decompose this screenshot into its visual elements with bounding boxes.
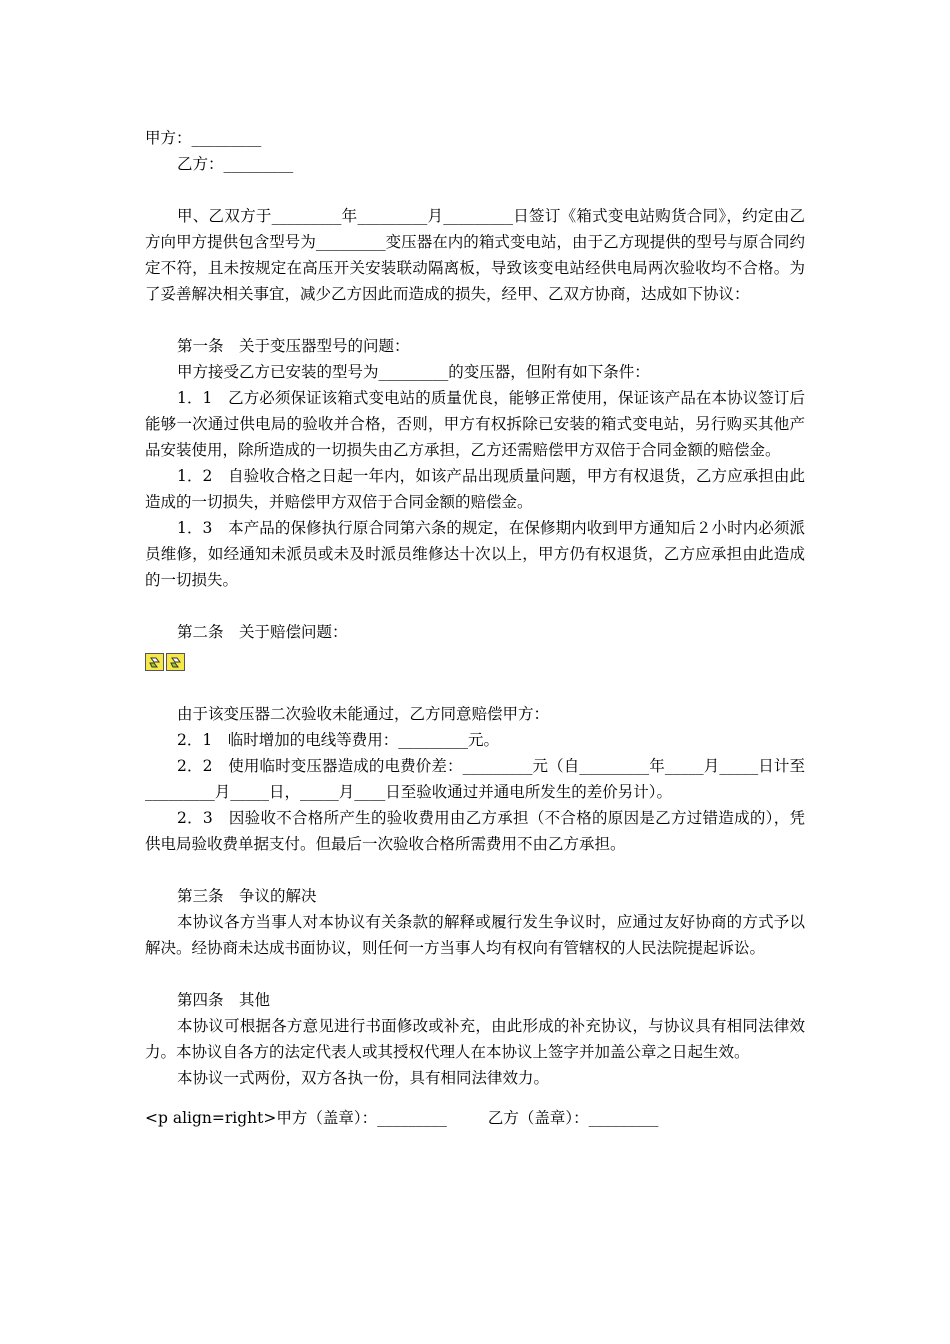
party-b-line: 乙方：_________ (177, 155, 294, 173)
article-2-item: 2．1 临时增加的电线等费用：_________元。 (177, 731, 499, 749)
article-3-body: 本协议各方当事人对本协议有关条款的解释或履行发生争议时，应通过友好协商的方式予以解决。经协商未达成书面协议，则任何一方当事人均有权向有管辖权的人民法院提起诉讼。 (145, 913, 805, 957)
article-1-item: 1．1 乙方必须保证该箱式变电站的质量优良，能够正常使用，保证该产品在本协议签订后能够一次通过供电局的验收并合格，否则，甲方有权拆除已安装的箱式变电站，另行购买其他产品安装使用，除所造成的一切损失由乙方承担，乙方还需赔偿甲方双倍于合同金额的赔偿金。 (145, 389, 805, 459)
article-2-lead: 由于该变压器二次验收未能通过，乙方同意赔偿甲方： (177, 705, 550, 723)
contract-document (145, 125, 805, 1131)
article-2-item: 2．3 因验收不合格所产生的验收费用由乙方承担（不合格的原因是乙方过错造成的），凭供电局验收费单据支付。但最后一次验收合格所需费用不由乙方承担。 (145, 809, 805, 853)
party-a-line: 甲方：_________ (145, 129, 262, 147)
article-1-title: 第一条 关于变压器型号的问题： (177, 337, 410, 355)
embedded-image-placeholders (145, 653, 805, 673)
signature-party-b: 乙方（盖章）：_________ (487, 1109, 659, 1127)
signature-line (145, 1105, 805, 1131)
article-3-title: 第三条 争议的解决 (177, 887, 317, 905)
article-1-item: 1．2 自验收合格之日起一年内，如该产品出现质量问题，甲方有权退货，乙方应承担由此造成的一切损失，并赔偿甲方双倍于合同金额的赔偿金。 (145, 467, 805, 511)
signature-party-a: <p align=right>甲方（盖章）：_________ (145, 1109, 447, 1127)
intro-paragraph: 甲、乙双方于_________年_________月_________日签订《箱式变电站购货合同》，约定由乙方向甲方提供包含型号为_________变压器在内的箱式变电站，由于乙方现提供的型号与原合同约定不符，且未按规定在高压开关安装联动隔离板，导致该变电站经供电局两次验收均不合格。为了妥善解决相关事宜，减少乙方因此而造成的损失，经甲、乙双方协商，达成如下协议： (145, 207, 805, 303)
article-2-item: 2．2 使用临时变压器造成的电费价差：_________元（自_________年_____月_____日计至_________月_____日，_____月____日至验收通过并通电所发生的差价另计）。 (145, 757, 805, 801)
article-4-copies: 本协议一式两份，双方各执一份，具有相同法律效力。 (177, 1069, 550, 1087)
article-4-title: 第四条 其他 (177, 991, 271, 1009)
article-1-item: 1．3 本产品的保修执行原合同第六条的规定，在保修期内收到甲方通知后２小时内必须派员维修，如经通知未派员或未及时派员维修达十次以上，甲方仍有权退货，乙方应承担由此造成的一切损失。 (145, 519, 805, 589)
broken-image-icon (145, 653, 164, 671)
article-2-title: 第二条 关于赔偿问题： (177, 623, 348, 641)
article-4-body: 本协议可根据各方意见进行书面修改或补充，由此形成的补充协议，与协议具有相同法律效力。本协议自各方的法定代表人或其授权代理人在本协议上签字并加盖公章之日起生效。 (145, 1017, 805, 1061)
broken-image-icon (166, 653, 185, 671)
article-1-lead: 甲方接受乙方已安装的型号为_________的变压器，但附有如下条件： (177, 363, 650, 381)
